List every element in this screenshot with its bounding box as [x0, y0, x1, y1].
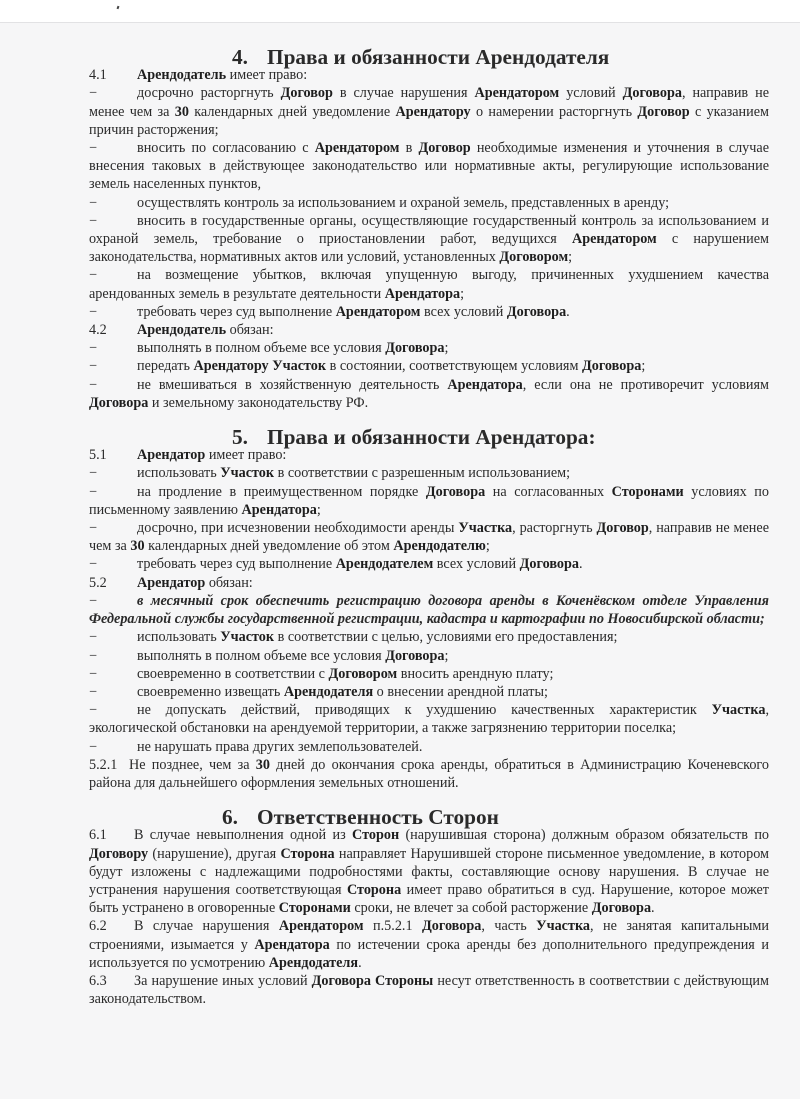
document-page	[89, 45, 770, 1008]
bold-term: Договора	[385, 340, 445, 357]
section-number: 4.	[232, 45, 248, 69]
bold-term: Сторона	[346, 881, 402, 898]
list-item	[89, 84, 769, 139]
text-run: вносить по согласованию с	[137, 140, 315, 157]
bold-term: Участка	[711, 702, 766, 719]
bold-term: 30	[130, 538, 145, 555]
text-run: о намерении расторгнуть	[470, 103, 638, 120]
bold-term: Договора Стороны	[311, 972, 434, 989]
text-run: Не позднее, чем за	[129, 756, 256, 773]
text-run: с нарушением законодательства, нормативных актов или условий, установленных	[89, 231, 769, 266]
clause-text	[89, 757, 769, 791]
text-run: ;	[316, 501, 321, 518]
dash-bullet: −	[89, 212, 98, 229]
bold-term: Договору	[89, 845, 149, 862]
bold-term: Арендодателем	[335, 556, 434, 573]
text-run: в соответствии с разрешенным использованием;	[274, 465, 571, 482]
text-run: в	[399, 140, 419, 157]
text-run: , экологической обстановки на арендуемой территории, а также загрязнению территории поселка;	[89, 702, 769, 737]
bold-term: Арендатора	[384, 285, 461, 302]
text-run: ;	[568, 249, 573, 266]
list-item	[89, 376, 769, 412]
text-run: , направив не менее чем за	[89, 520, 769, 555]
clause-number: 6.3	[89, 972, 107, 989]
text-run: в соответствии с целью, условиями его предоставления;	[274, 629, 618, 646]
text-run: на продление в преимущественном порядке	[137, 483, 426, 500]
list-item	[89, 266, 769, 302]
text-run: календарных дней уведомление	[188, 103, 396, 120]
text-run: о внесении арендной платы;	[373, 683, 548, 700]
clause	[89, 917, 769, 972]
bold-term: Договора	[89, 394, 149, 411]
text-run: (нарушившая сторона) должным образом обязательств по	[399, 827, 770, 844]
text-run: требовать через суд выполнение	[137, 556, 336, 573]
clause-5-1-items	[89, 464, 769, 573]
clause-4-1-items	[89, 84, 769, 321]
bold-term: Сторона	[280, 845, 335, 862]
text-run: на согласованных	[485, 483, 612, 500]
list-item	[89, 194, 769, 212]
bold-term: Договор	[596, 520, 649, 537]
bold-term: Договора	[622, 85, 682, 102]
bold-term: Сторон	[352, 827, 400, 844]
list-item	[89, 483, 769, 519]
bold-term: Участок	[220, 629, 275, 646]
dash-bullet: −	[89, 140, 98, 157]
text-run: направляет Нарушившей стороне письменное уведомление, в котором будут изложены с надлежащими подробностями факты, составляющие основу нарушения. В случае не устранения нарушения соответствующая	[89, 845, 769, 898]
text-run: использовать	[137, 629, 221, 646]
text-run: несут ответственность в соответствии с действующим законодательством.	[89, 972, 770, 1008]
clause-number: 6.1	[89, 827, 107, 844]
text-run: в случае нарушения	[332, 85, 475, 102]
list-item	[89, 339, 769, 357]
bold-term: Договором	[328, 665, 398, 682]
text-run: с указанием причин расторжения;	[89, 103, 769, 138]
dash-bullet: −	[89, 267, 98, 284]
list-item	[89, 738, 769, 756]
list-item	[89, 628, 769, 646]
text-run: своевременно в соответствии с	[137, 665, 329, 682]
bold-term: Договора	[591, 900, 652, 917]
bold-term: 30	[174, 103, 189, 120]
text-run: ;	[460, 285, 465, 302]
text-run: в состоянии, соответствующем условиям	[326, 358, 582, 375]
bold-term: Договор	[418, 140, 471, 157]
section-title: Права и обязанности Арендодателя	[267, 45, 610, 69]
text-run: условиях по письменному заявлению	[89, 483, 769, 518]
list-item	[89, 647, 769, 665]
text-run: , расторгнуть	[512, 520, 597, 537]
text-run: п.5.2.1	[363, 918, 422, 935]
bold-term: Сторонами	[611, 483, 684, 500]
clause-subject: Арендодатель	[137, 67, 227, 84]
clause-4-2	[89, 321, 769, 339]
bold-term: Арендатором	[278, 918, 364, 935]
dash-bullet: −	[89, 683, 98, 700]
dash-bullet: −	[89, 303, 98, 320]
text-run: ;	[444, 340, 449, 357]
bold-term: Арендодателю	[393, 538, 486, 555]
list-item	[89, 592, 769, 628]
bold-term: Договора	[422, 918, 482, 935]
text-run: дней до окончания срока аренды, обратиться в Администрацию Коченевского района для дальнейшего оформления земельных отношений.	[89, 756, 769, 791]
text-run: вносить арендную плату;	[397, 665, 554, 682]
dash-bullet: −	[89, 738, 98, 755]
clause-number: 4.2	[89, 322, 107, 339]
bold-term: Арендатора	[254, 936, 330, 953]
section-number: 6.	[222, 805, 238, 830]
text-run: , не занятая капитальными строениями, изымается у	[89, 918, 769, 953]
bold-term: Участка	[458, 520, 513, 537]
text-run: условий	[559, 85, 623, 102]
text-run: ;	[641, 358, 646, 375]
text-run: , часть	[481, 918, 537, 935]
text-run: , направив не менее чем за	[89, 85, 769, 120]
bold-term: Договором	[499, 249, 569, 266]
text-run: .	[566, 303, 570, 320]
clause-number: 6.2	[89, 918, 107, 935]
dash-bullet: −	[89, 592, 98, 609]
text-run: всех условий	[433, 556, 520, 573]
bold-term: Арендатору Участок	[193, 358, 327, 375]
bold-term: Договора	[506, 303, 567, 320]
text-run: осуществлять контроль за использованием и охраной земель, представленных в аренду;	[137, 194, 670, 211]
bold-term: Участка	[536, 918, 590, 935]
clause-subject: Арендодатель	[137, 322, 227, 339]
bold-term: Арендатором	[335, 303, 421, 320]
clause-number: 5.2.1	[89, 756, 118, 773]
clause-lead: имеет право:	[226, 67, 308, 84]
bold-term: Сторонами	[278, 900, 351, 917]
clause-subject: Арендатор	[137, 447, 206, 464]
bold-term: Арендатору	[395, 103, 471, 120]
dash-bullet: −	[89, 465, 98, 482]
dash-bullet: −	[89, 629, 98, 646]
text-run: на возмещение убытков, включая упущенную выгоду, причиненных ухудшением качества арендованных земель в результате деятельности	[89, 267, 769, 302]
text-run: выполнять в полном объеме все условия	[137, 340, 386, 357]
clause-number: 5.2	[89, 574, 107, 591]
bold-term: Арендатора	[241, 501, 317, 518]
clause-lead: обязан:	[226, 322, 274, 339]
section-4-heading	[89, 45, 769, 69]
dash-bullet: −	[89, 340, 98, 357]
section-title: Ответственность Сторон	[257, 805, 499, 830]
text-run: ;	[485, 538, 490, 555]
list-item	[89, 212, 769, 267]
list-item	[89, 357, 769, 375]
bold-term: Арендодателя	[268, 954, 359, 971]
clause-4-2-items	[89, 339, 769, 412]
bold-term: Договор	[637, 103, 690, 120]
bold-term: 30	[255, 756, 270, 773]
clause	[89, 972, 769, 1008]
list-item	[89, 683, 769, 701]
dash-bullet: −	[89, 556, 98, 573]
dash-bullet: −	[89, 194, 98, 211]
list-item	[89, 303, 769, 321]
clause-lead: имеет право:	[205, 447, 287, 464]
section-number: 5.	[232, 425, 248, 450]
text-run: всех условий	[420, 303, 507, 320]
bold-term: Арендодателя	[283, 683, 374, 700]
emphasized-text: в месячный срок обеспечить регистрацию договора аренды в Коченёвском отделе Управления Федеральной службы государственной регистрации, кадастра и картографии по Новосибирской области;	[89, 592, 769, 628]
text-run: .	[651, 900, 655, 917]
bold-term: Арендатором	[314, 140, 400, 157]
text-run: имеет право обратиться в суд. Нарушение, которое может быть устранено в оговоренные	[89, 881, 769, 917]
text-run: своевременно извещать	[137, 683, 284, 700]
section-title: Права и обязанности Арендатора:	[267, 425, 596, 450]
bold-term: Арендатором	[571, 231, 657, 248]
text-run: .	[358, 954, 362, 971]
text-run: календарных дней уведомление об этом	[144, 538, 394, 555]
text-run: сроки, не влечет за собой расторжение	[350, 900, 592, 917]
bold-term: Арендатора	[447, 376, 523, 393]
bold-term: Договор	[280, 85, 333, 102]
text-run: В случае невыполнения одной из	[134, 827, 353, 844]
section-5-heading	[89, 425, 769, 450]
text-run: не допускать действий, приводящих к ухудшению качественных характеристик	[137, 702, 712, 719]
clause-5-2-1	[89, 756, 769, 792]
list-item	[89, 464, 769, 482]
list-item	[89, 139, 769, 194]
text-run: необходимые изменения и уточнения в случае внесения таковых в действующее законодательство или нормативные акты, регулирующие использование земель населенных пунктов,	[89, 140, 769, 193]
bold-term: Участок	[220, 465, 275, 482]
text-run: по истечении срока аренды без дополнительного предупреждения и используется по усмотрению	[89, 936, 769, 971]
clause-number: 5.1	[89, 447, 107, 464]
clause-lead: обязан:	[205, 574, 253, 591]
text-run: ;	[444, 647, 449, 664]
text-run: .	[578, 556, 583, 573]
bold-term: Договора	[519, 556, 579, 573]
text-run: использовать	[137, 465, 221, 482]
text-run: (нарушение), другая	[148, 845, 281, 862]
dash-bullet: −	[89, 520, 98, 537]
section-6-clauses	[89, 826, 769, 1008]
text-run: досрочно расторгнуть	[137, 85, 281, 102]
dash-bullet: −	[89, 358, 98, 375]
text-run: досрочно, при исчезновении необходимости аренды	[137, 520, 459, 537]
scan-speck	[117, 6, 120, 10]
text-run: требовать через суд выполнение	[137, 303, 336, 320]
list-item	[89, 519, 769, 555]
text-run: и земельному законодательству РФ.	[148, 394, 369, 411]
text-run: вносить в государственные органы, осуществляющие государственный контроль за использованием и охраной земель, требование о приостановлении работ, ведущихся	[89, 212, 769, 248]
text-run: не вмешиваться в хозяйственную деятельность	[137, 376, 448, 393]
bold-term: Договора	[425, 483, 486, 500]
text-run: передать	[137, 358, 194, 375]
clause	[89, 826, 769, 917]
dash-bullet: −	[89, 376, 98, 393]
list-item	[89, 555, 769, 573]
dash-bullet: −	[89, 85, 98, 102]
list-item	[89, 665, 769, 683]
bold-term: Арендатором	[474, 85, 560, 102]
clause-5-2	[89, 574, 769, 592]
text-run: В случае нарушения	[134, 918, 279, 935]
section-6-heading	[89, 805, 769, 830]
text-run: выполнять в полном объеме все условия	[137, 647, 386, 664]
dash-bullet: −	[89, 647, 98, 664]
dash-bullet: −	[89, 702, 98, 719]
text-run: За нарушение иных условий	[134, 972, 312, 989]
clause-5-2-items	[89, 592, 769, 756]
clause-subject: Арендатор	[137, 574, 206, 591]
list-item	[89, 701, 769, 737]
text-run: , если она не противоречит условиям	[522, 376, 770, 393]
clause-number: 4.1	[89, 67, 107, 84]
dash-bullet: −	[89, 665, 98, 682]
bold-term: Договора	[581, 358, 642, 375]
bold-term: Договора	[385, 647, 445, 664]
dash-bullet: −	[89, 483, 98, 500]
text-run: не нарушать права других землепользователей.	[137, 738, 423, 755]
